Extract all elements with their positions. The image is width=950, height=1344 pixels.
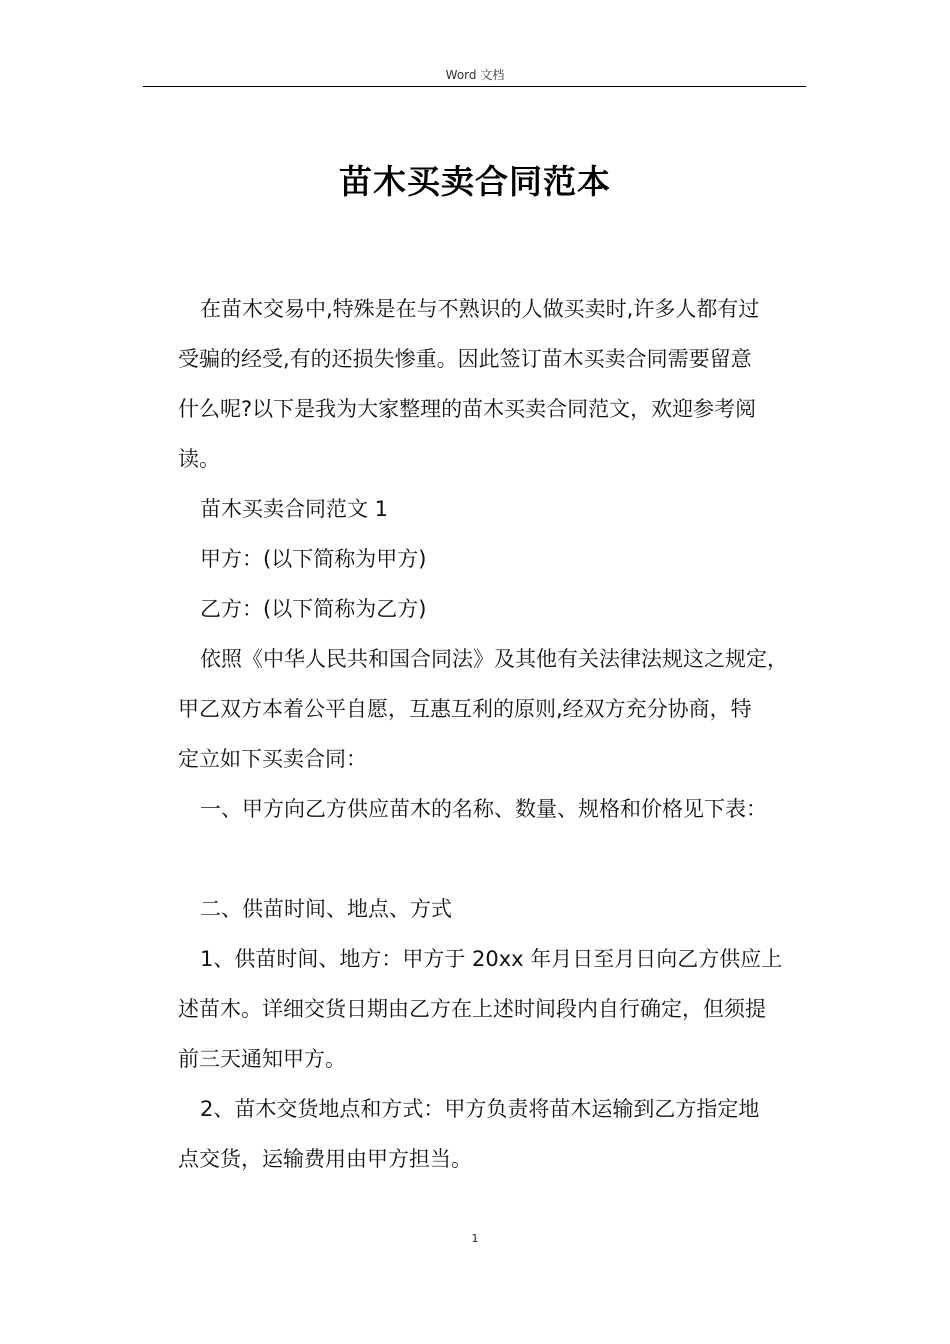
paragraph-line: 定立如下买卖合同： [178, 747, 367, 771]
page-header: Word 文档 [445, 68, 505, 82]
header-divider [143, 86, 806, 87]
paragraph-line: 2、苗木交货地点和方式：甲方负责将苗木运输到乙方指定地 [200, 1097, 760, 1121]
paragraph-line: 受骗的经受,有的还损失惨重。因此签订苗木买卖合同需要留意 [178, 347, 752, 371]
paragraph-line: 述苗木。详细交货日期由乙方在上述时间段内自行确定，但须提 [178, 997, 766, 1021]
paragraph-line: 点交货，运输费用由甲方担当。 [178, 1147, 472, 1171]
paragraph-line: 前三天通知甲方。 [178, 1047, 346, 1071]
party-a-line: 甲方：(以下简称为甲方) [200, 547, 427, 571]
paragraph-line: 甲乙双方本着公平自愿，互惠互利的原则,经双方充分协商，特 [178, 697, 752, 721]
paragraph-line: 依照《中华人民共和国合同法》及其他有关法律法规这之规定， [200, 647, 788, 671]
clause-heading: 二、供苗时间、地点、方式 [200, 897, 452, 921]
paragraph-line: 读。 [178, 447, 220, 471]
paragraph-line: 什么呢?以下是我为大家整理的苗木买卖合同范文，欢迎参考阅 [178, 397, 757, 421]
page-number: 1 [471, 1232, 479, 1245]
party-b-line: 乙方：(以下简称为乙方) [200, 597, 427, 621]
clause-heading: 一、甲方向乙方供应苗木的名称、数量、规格和价格见下表： [200, 797, 767, 821]
document-title: 苗木买卖合同范本 [339, 162, 611, 201]
paragraph-line: 1、供苗时间、地方：甲方于 20xx 年月日至月日向乙方供应上 [200, 947, 783, 971]
paragraph-line: 在苗木交易中,特殊是在与不熟识的人做买卖时,许多人都有过 [200, 297, 760, 321]
section-heading: 苗木买卖合同范文 1 [200, 497, 389, 521]
